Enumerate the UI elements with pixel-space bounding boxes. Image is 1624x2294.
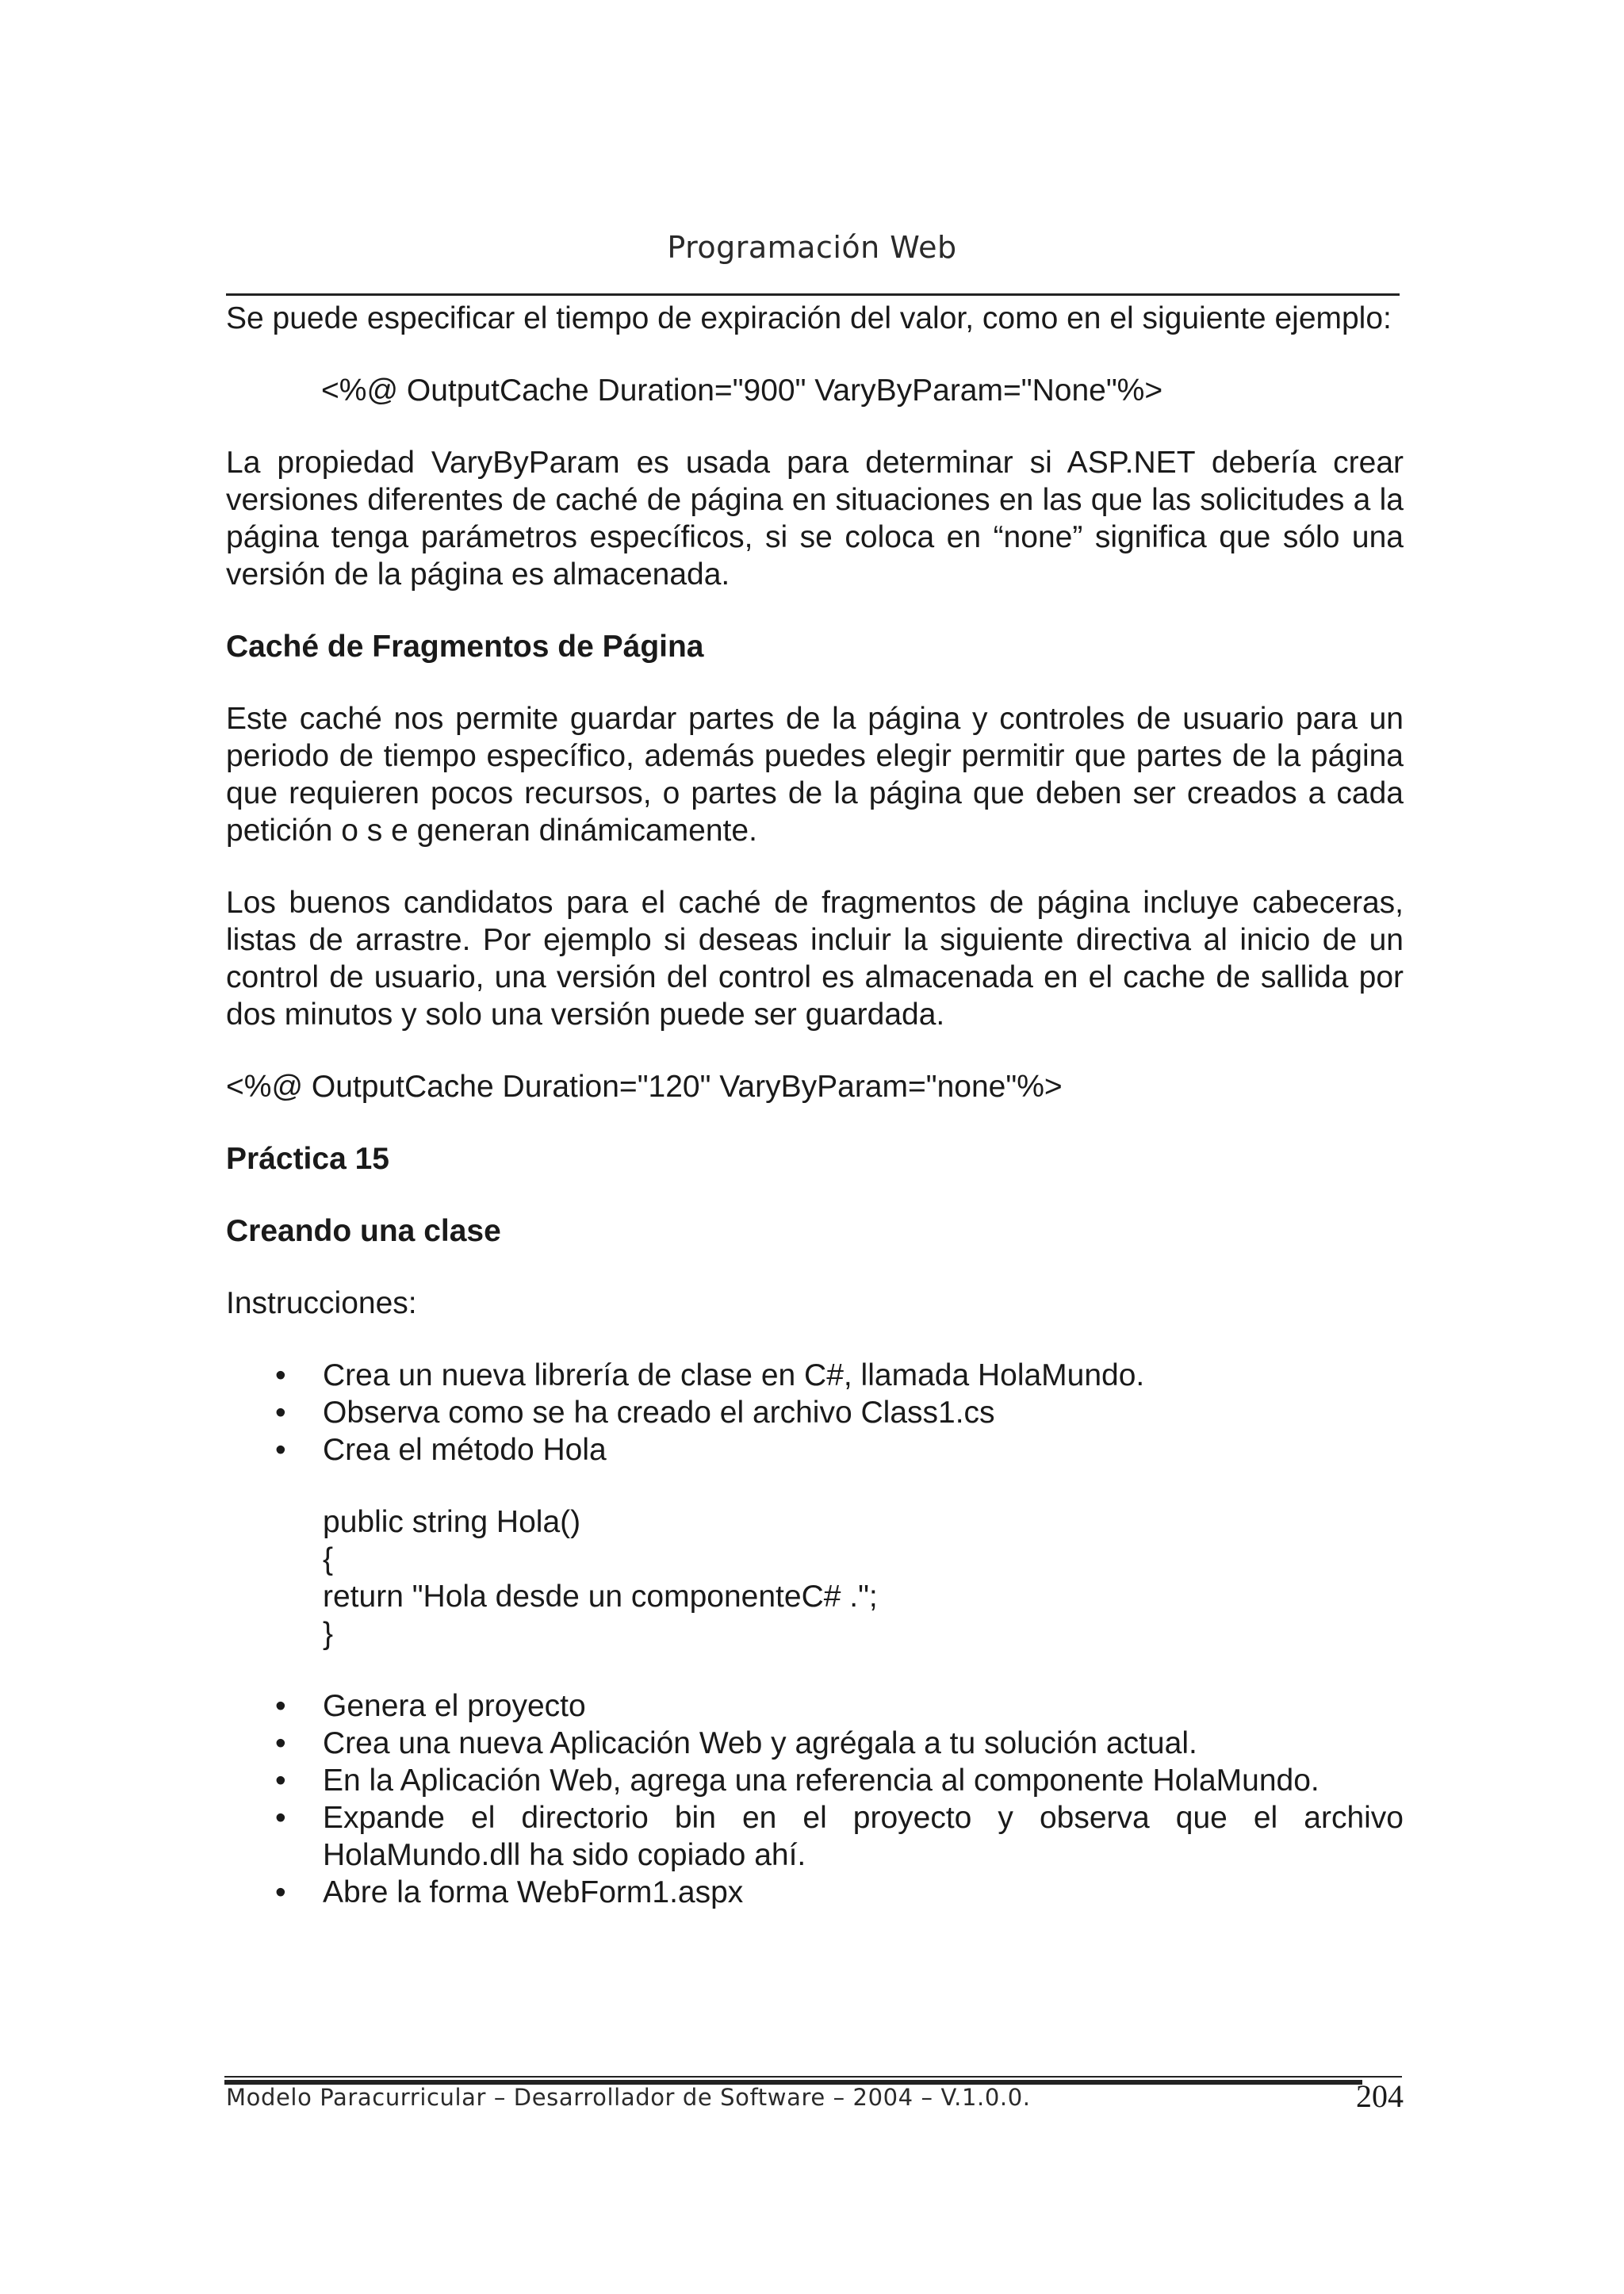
code-block-hola	[226, 1503, 1404, 1653]
instructions-list-2	[226, 1687, 1404, 1911]
code-directive-900: <%@ OutputCache Duration="900" VaryByParam="None"%>	[321, 373, 1163, 408]
code-directive-120: <%@ OutputCache Duration="120" VaryByParam="none"%>	[226, 1070, 1063, 1104]
list-item: • Crea un nueva librería de clase en C#, llamada HolaMundo.	[226, 1357, 1404, 1394]
list-item: • Genera el proyecto	[226, 1687, 1404, 1725]
code-line: {	[323, 1542, 334, 1576]
page-content	[226, 300, 1404, 1946]
list-item: • En la Aplicación Web, agrega una referencia al componente HolaMundo.	[226, 1762, 1404, 1799]
footer-rule-thin	[224, 2076, 1402, 2078]
instructions-list-1	[226, 1357, 1404, 1469]
list-item: • Abre la forma WebForm1.aspx	[226, 1874, 1404, 1911]
code-line: return "Hola desde un componenteC# .";	[323, 1580, 878, 1614]
code-line: }	[323, 1617, 334, 1651]
instructions-label: Instrucciones:	[226, 1286, 417, 1320]
list-item: • Crea el método Hola	[226, 1431, 1404, 1469]
footer-text: Modelo Paracurricular – Desarrollador de Software – 2004 – V.1.0.0.	[226, 2084, 1031, 2111]
header-rule	[226, 293, 1400, 296]
heading-fragment-cache: Caché de Fragmentos de Página	[226, 630, 704, 664]
paragraph-fragment-cache: Este caché nos permite guardar partes de la página y controles de usuario para un periodo de tiempo específico, además puedes elegir permitir que partes de la página que requieren pocos recursos, o partes de la página que deben ser creados a cada petición o s e generan dinámicamente.	[226, 702, 1404, 848]
paragraph-candidates: Los buenos candidatos para el caché de fragmentos de página incluye cabeceras, listas de arrastre. Por ejemplo si deseas incluir la siguiente directiva al inicio de un control de usuario, una versión del control es almacenada en el cache de sallida por dos minutos y solo una versión puede ser guardada.	[226, 886, 1404, 1032]
paragraph-expiration: Se puede especificar el tiempo de expiración del valor, como en el siguiente ejemplo:	[226, 301, 1392, 335]
paragraph-varybyparam: La propiedad VaryByParam es usada para determinar si ASP.NET debería crear versiones diferentes de caché de página en situaciones en las que las solicitudes a la página tenga parámetros específicos, si se coloca en “none” significa que sólo una versión de la página es almacenada.	[226, 446, 1404, 592]
heading-practice: Práctica 15	[226, 1142, 389, 1176]
page-number: 204	[1356, 2078, 1404, 2114]
list-item: • Observa como se ha creado el archivo Class1.cs	[226, 1394, 1404, 1431]
heading-create-class: Creando una clase	[226, 1214, 501, 1248]
code-line: public string Hola()	[323, 1505, 581, 1539]
running-header: Programación Web	[667, 230, 957, 265]
list-item: • Crea una nueva Aplicación Web y agrégala a tu solución actual.	[226, 1725, 1404, 1762]
list-item: • Expande el directorio bin en el proyecto y observa que el archivo HolaMundo.dll ha sido copiado ahí.	[226, 1799, 1404, 1874]
